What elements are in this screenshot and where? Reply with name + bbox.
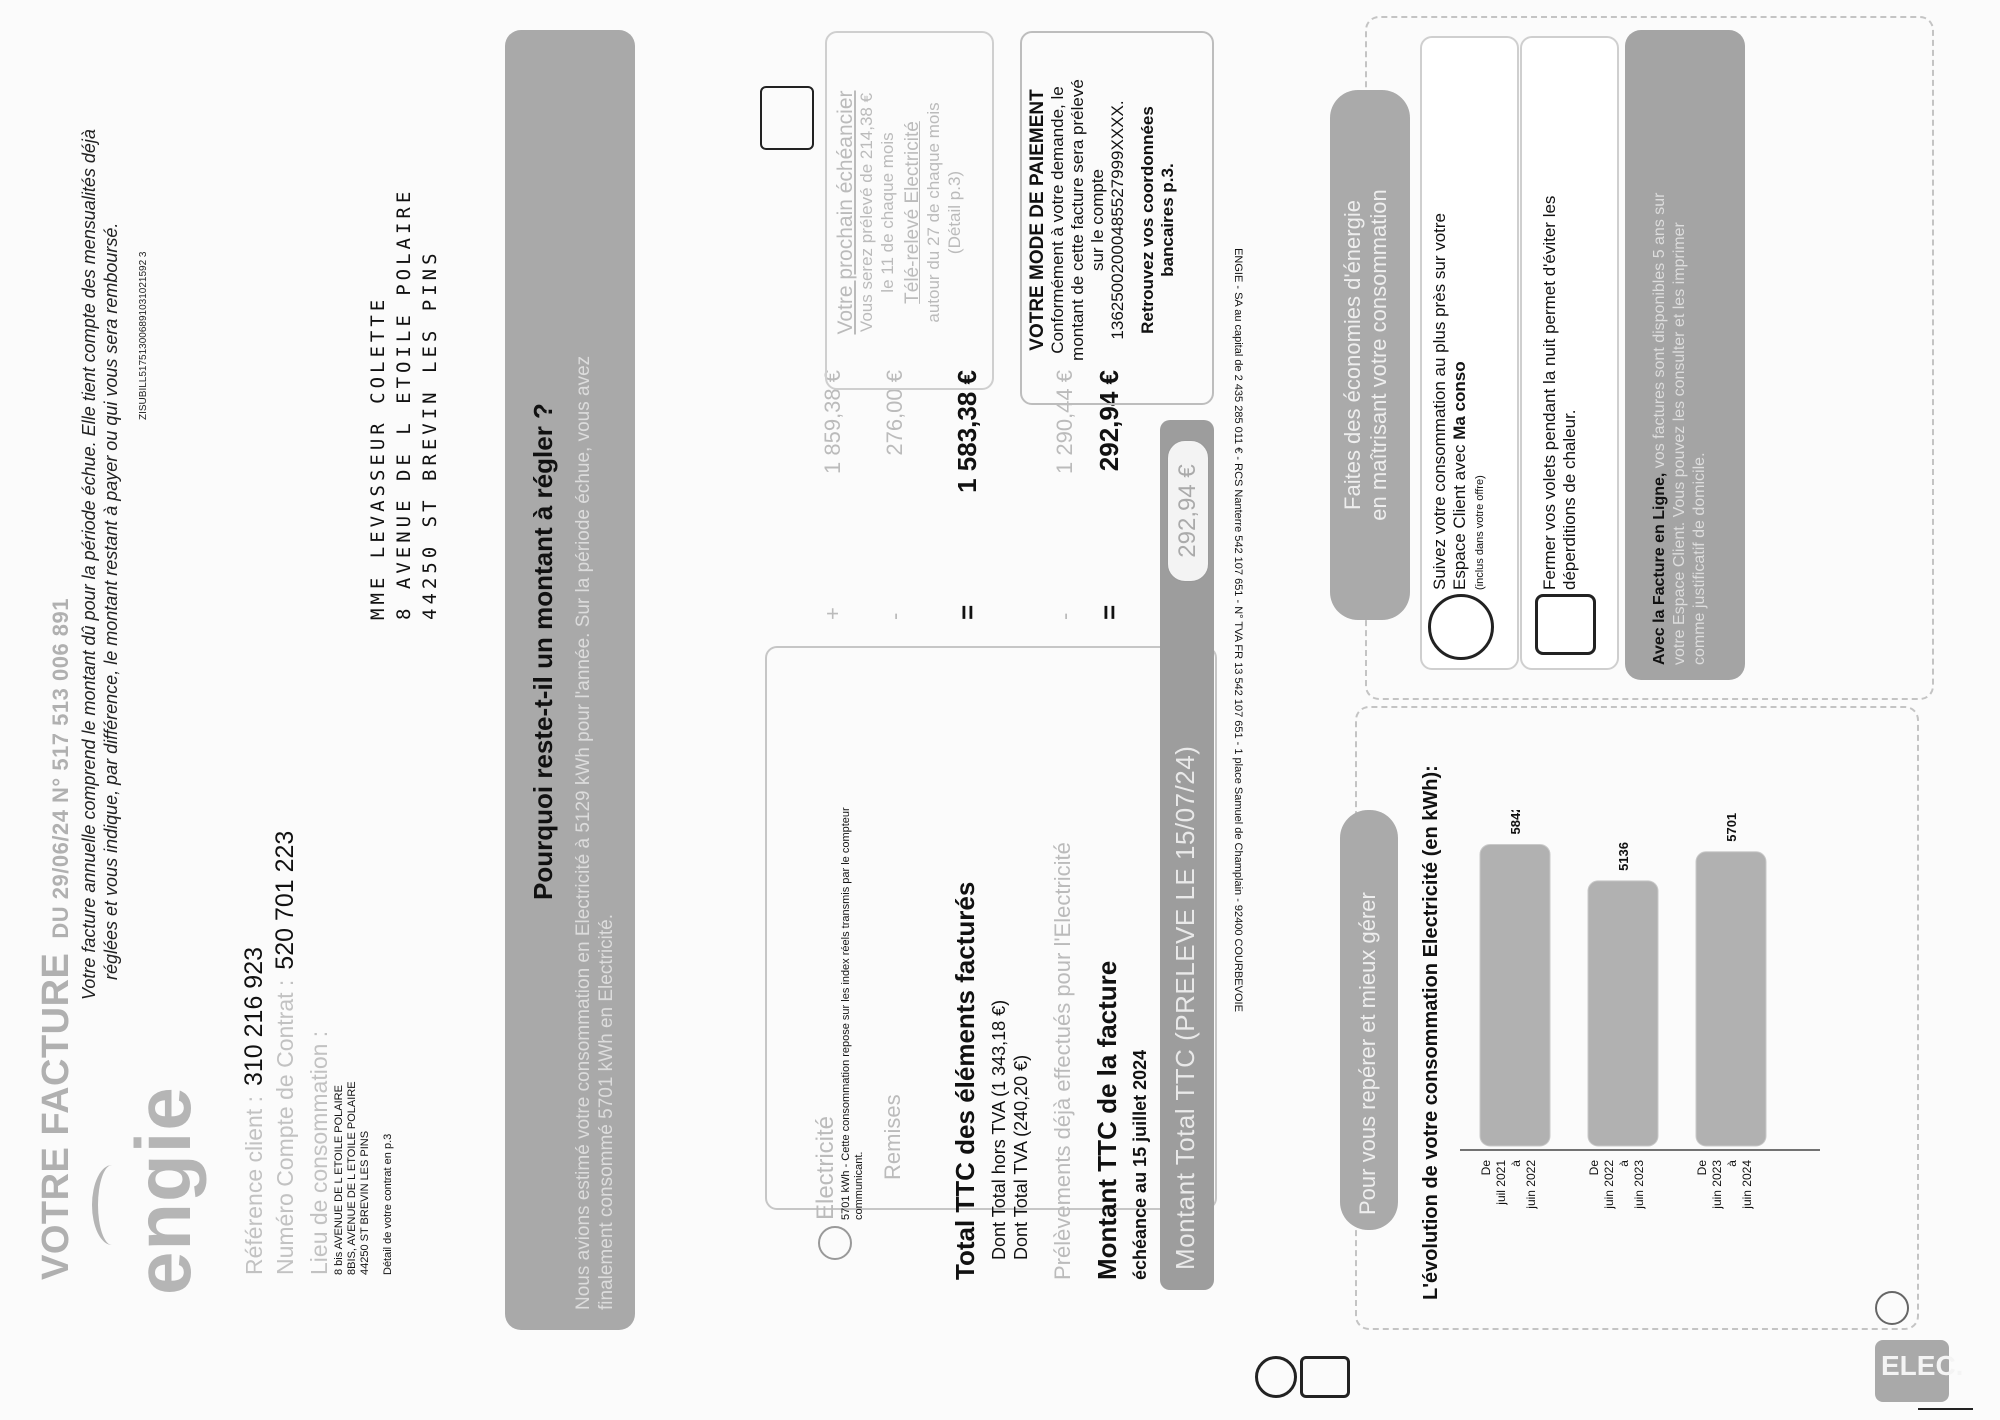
margin-mark (1918, 1408, 1973, 1410)
chart-bar-2 (1696, 852, 1766, 1146)
chart-value-label-0: 5842 (1508, 810, 1523, 835)
chart-category-line: à (1509, 1160, 1523, 1167)
elec-sign: + (820, 607, 845, 620)
place-line-2: 8BIS, AVENUE DE L ETOILE POLAIRE (346, 1081, 358, 1275)
legal-line (1232, 40, 1246, 1220)
intro-text (78, 40, 122, 1000)
magnifier-icon (1428, 594, 1494, 660)
recipient-line-2: 8 AVENUE DE L ETOILE POLAIRE (393, 187, 415, 620)
chart-value-label-1: 5136 (1616, 841, 1631, 871)
recipient-address (365, 188, 443, 620)
invoice-title-text: VOTRE FACTURE (35, 952, 77, 1280)
invoice-title (35, 598, 78, 1280)
contract-label: Numéro Compte de Contrat : (272, 979, 298, 1275)
chart-category-line: à (1725, 1160, 1739, 1167)
prelev-sign: - (1052, 612, 1077, 620)
chart-category-line: juil 2021 (1494, 1160, 1508, 1205)
chart-category-line: De (1695, 1160, 1709, 1176)
schedule-line-1: Vous serez prélevé de 214,38 € (857, 92, 876, 333)
engie-logo: engie (119, 1086, 207, 1295)
remises-amount: 276,00 € (882, 370, 907, 456)
prelev-label: Prélèvements déjà effectués pour l'Electricité (1050, 842, 1075, 1280)
schedule-line-2: le 11 de chaque mois (878, 132, 897, 293)
chart-category-line: juin 2023 (1632, 1160, 1646, 1209)
chart-category-line: juin 2023 (1710, 1160, 1724, 1209)
tips-pill-line-2: en maîtrisant votre consommation (1366, 189, 1391, 521)
payment-line-1: Conformément à votre demande, le (1048, 86, 1067, 354)
bulb-icon-bottom (1875, 1291, 1909, 1325)
invoice-date-number: DU 29/06/24 N° 517 513 006 891 (48, 597, 73, 939)
payment-text (1028, 45, 1178, 395)
ttc-amount: 292,94 € (1094, 370, 1124, 472)
tele-line: autour du 27 de chaque mois (924, 102, 943, 323)
bulb-icon (818, 1226, 852, 1260)
intro-line-1: Votre facture annuelle comprend le montant dû pour la période échue. Elle tient compte des mensualités déjà (79, 129, 99, 1000)
place-line-3: 44250 ST BREVIN LES PINS (359, 1130, 371, 1275)
phone-icon (1300, 1356, 1350, 1398)
total-amount: 1 583,38 € (952, 370, 982, 493)
online-bold: Avec la Facture en Ligne, (1651, 472, 1668, 665)
prelev-amount: 1 290,44 € (1052, 370, 1077, 474)
schedule-detail: (Détail p.3) (945, 170, 964, 255)
elec-note-1: 5701 kWh - Cette consommation repose sur les index réels transmis par le compteur (840, 807, 852, 1220)
tips-pill-text (1340, 100, 1392, 610)
chart-bar-1 (1588, 881, 1658, 1146)
place-line-1: 8 bis AVENUE DE L ETOILE POLAIRE (333, 1085, 345, 1275)
contract-detail-link: Détail de votre contrat en p.3 (382, 1133, 394, 1275)
tele-title: Télé-relevé Electricité (902, 121, 923, 304)
online-text (1650, 45, 1710, 665)
question-title: Pourquoi reste-t-il un montant à régler ? (528, 403, 558, 900)
tip-1-lines (1430, 50, 1490, 590)
chart-category-line: à (1617, 1160, 1631, 1167)
question-text-2: finalement consommé 5701 kWh en Electricité. (596, 913, 617, 1310)
tip-2-lines (1540, 50, 1580, 590)
payment-line-2: montant de cette facture sera prélevé (1068, 79, 1087, 361)
remises-label: Remises (880, 1094, 905, 1180)
ht-line: Dont Total hors TVA (1 343,18 €) (989, 999, 1009, 1260)
question-text-1: Nous avions estimé votre consommation en Electricité à 5129 kWh pour l'année. Sur la période échue, vous avez (573, 355, 594, 1310)
client-ref-row (240, 755, 269, 1275)
ttc-sign: = (1094, 604, 1124, 620)
remises-sign: - (882, 612, 907, 620)
chart-category-line: De (1587, 1160, 1601, 1176)
online-line-1 (1650, 45, 1670, 665)
elec-row (812, 690, 866, 1220)
online-line-2: votre Espace Client. Vous pouvez les consulter et les imprimer (1671, 222, 1688, 665)
contract-row (271, 755, 300, 1275)
legal-text: ENGIE - SA au capital de 2 435 285 011 € - RCS Nanterre 542 107 651 - N° TVA FR 13 542 107 651 - 1 place Samuel de Champlain - 92400 COURBEVOIE (1232, 248, 1244, 1012)
barcode-text: ZISUBILL517513006891031021592 3 (138, 251, 149, 420)
hand-icon (1535, 594, 1596, 655)
online-line-3: comme justificatif de domicile. (1691, 452, 1708, 665)
montant-total-label: Montant Total TTC (PRELEVE LE 15/07/24) (1170, 745, 1200, 1270)
payment-title: VOTRE MODE DE PAIEMENT (1027, 89, 1048, 351)
chart-category-line: juin 2022 (1524, 1160, 1538, 1209)
total-label: Total TTC des éléments facturés (950, 881, 980, 1280)
online-line-1-text: vos factures sont disponibles 5 ans sur (1651, 192, 1668, 473)
chart-bar-0 (1480, 844, 1550, 1146)
payment-line-5: Retrouvez vos coordonnées (1138, 106, 1157, 334)
payment-line-6: bancaires p.3. (1158, 163, 1177, 277)
chart-category-line: juin 2022 (1602, 1160, 1616, 1209)
tip-1-line-2a: Espace Client avec (1450, 439, 1469, 590)
schedule-title: Votre prochain échéancier (834, 90, 857, 335)
client-info (240, 755, 395, 1275)
client-ref-value: 310 216 923 (240, 946, 268, 1087)
elec-badge-text: ELEC. (1881, 1350, 1964, 1381)
tip-1-line-1: Suivez votre consommation au plus près sur votre (1430, 212, 1449, 590)
ttc-label: Montant TTC de la facture (1092, 960, 1122, 1280)
recipient-line-3: 44250 ST BREVIN LES PINS (419, 249, 441, 620)
tax-lines (988, 1000, 1032, 1260)
consumption-pill-text: Pour vous repérer et mieux gérer (1355, 892, 1380, 1215)
tva-line: Dont Total TVA (240,20 €) (1011, 1054, 1031, 1260)
contract-value: 520 701 223 (271, 830, 299, 970)
chart-category-label-0 (1479, 1160, 1538, 1210)
client-ref-label: Référence client : (241, 1096, 267, 1275)
due-line: échéance au 15 juillet 2024 (1130, 1049, 1150, 1280)
tip-1-line-2b: Ma conso (1450, 361, 1469, 440)
consumption-chart (1450, 810, 1830, 1290)
tip-1-line-2 (1450, 50, 1470, 590)
recycle-icon (1255, 1356, 1297, 1398)
calendar-icon (760, 86, 814, 150)
place-label: Lieu de consommation : (306, 1030, 332, 1275)
chart-category-line: De (1479, 1160, 1493, 1176)
elec-note-2: communicant. (853, 1151, 865, 1220)
chart-category-label-2 (1695, 1160, 1754, 1210)
payment-line-4: 13625002000485527999XXXX. (1108, 100, 1127, 340)
chart-category-line: juin 2024 (1740, 1160, 1754, 1209)
question-text (572, 40, 618, 1310)
tips-pill-line-1: Faites des économies d'énergie (1340, 200, 1365, 510)
montant-total-value: 292,94 € (1167, 440, 1209, 582)
schedule-text (835, 45, 965, 380)
elec-label: Electricité (812, 1115, 839, 1220)
chart-category-label-1 (1587, 1160, 1646, 1210)
intro-line-2: réglées et vous indique, par différence, le montant restant à payer ou qui vous sera remboursé. (101, 222, 121, 980)
elec-badge (1875, 1340, 1964, 1402)
tip-2-line-2: déperditions de chaleur. (1560, 409, 1579, 590)
tip-2-line-1: Fermer vos volets pendant la nuit permet d'éviter les (1540, 195, 1559, 590)
recipient-line-1: MME LEVASSEUR COLETTE (367, 295, 389, 620)
chart-value-label-2: 5701 (1724, 812, 1739, 842)
chart-title: L'évolution de votre consommation Electricité (en kWh): (1420, 765, 1442, 1300)
payment-line-3: sur le compte (1088, 168, 1107, 272)
chart-svg (1450, 810, 1830, 1290)
tip-1-line-3: (inclus dans votre offre) (1474, 475, 1486, 590)
total-sign: = (952, 604, 982, 620)
elec-amount: 1 859,38 € (820, 370, 845, 474)
